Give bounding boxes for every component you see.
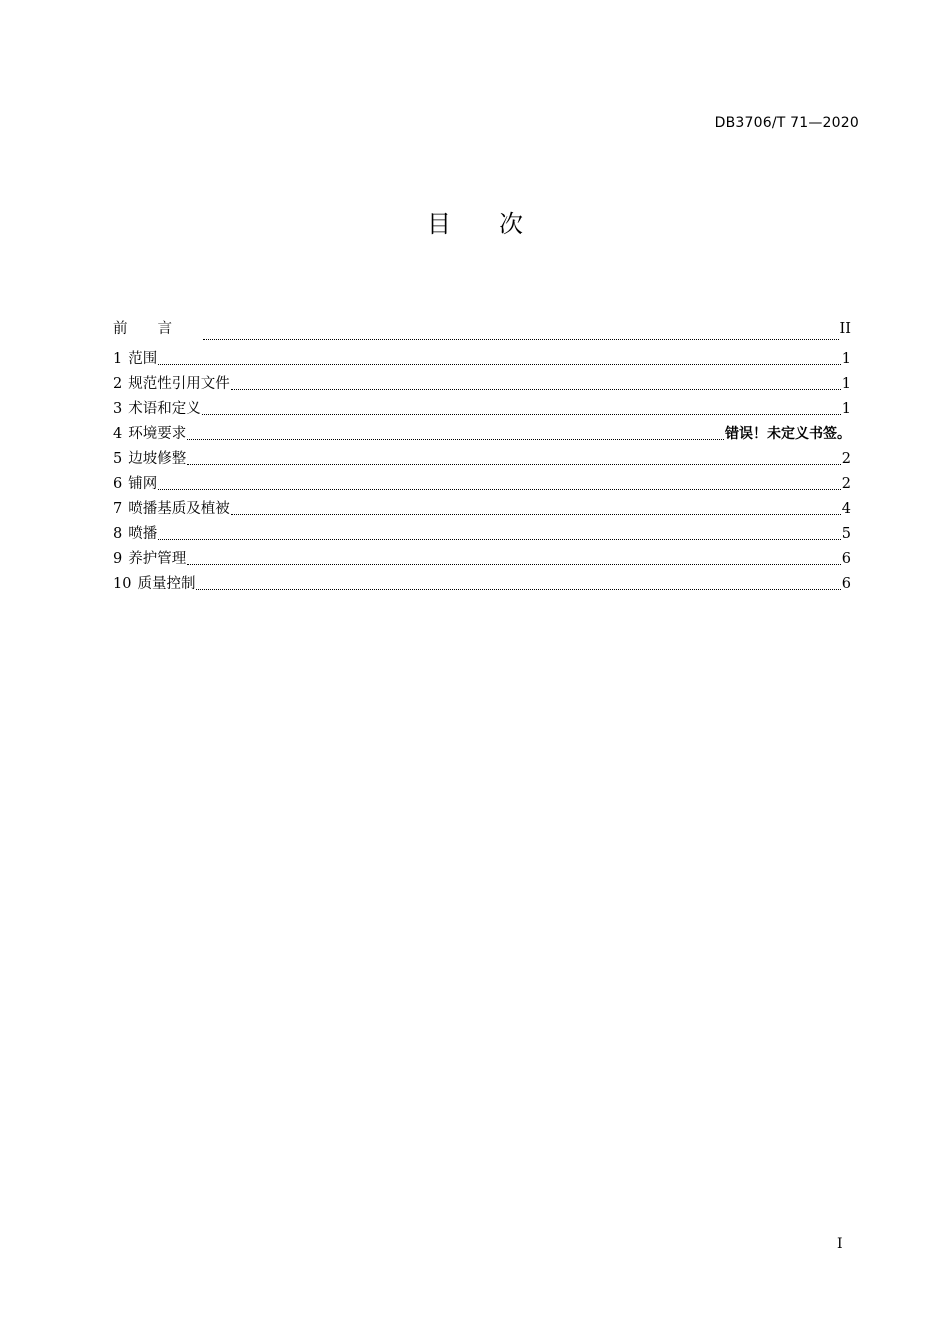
toc-entry-page: 6 xyxy=(841,576,851,592)
table-of-contents xyxy=(113,317,851,597)
toc-entry-label: 边坡修整 xyxy=(128,451,187,467)
toc-leader-dots xyxy=(231,389,841,390)
toc-entry-page: 1 xyxy=(841,351,851,367)
page-title xyxy=(0,206,950,242)
toc-entry-number: 2 xyxy=(113,376,123,392)
page-number: I xyxy=(837,1236,843,1252)
toc-bookmark-error: 错误！未定义书签。 xyxy=(725,426,851,442)
toc-entry-label: 范围 xyxy=(128,351,158,367)
toc-leader-dots xyxy=(187,564,841,565)
toc-leader-dots xyxy=(231,514,841,515)
title-char-1: 目 xyxy=(427,210,451,238)
toc-entry-number: 5 xyxy=(113,451,123,467)
toc-leader-dots xyxy=(158,364,841,365)
toc-entry-label: 前言 xyxy=(113,321,202,337)
toc-entry-number: 7 xyxy=(113,501,123,517)
toc-entry-number: 6 xyxy=(113,476,123,492)
toc-entry-page: II xyxy=(839,321,851,337)
toc-entry-normative-references[interactable] xyxy=(113,372,851,397)
toc-leader-dots xyxy=(187,439,724,440)
toc-entry-number: 4 xyxy=(113,426,123,442)
toc-entry-net-laying[interactable] xyxy=(113,472,851,497)
toc-entry-maintenance-management[interactable] xyxy=(113,547,851,572)
toc-entry-page: 1 xyxy=(841,376,851,392)
toc-entry-label: 喷播基质及植被 xyxy=(128,501,230,517)
toc-entry-scope[interactable] xyxy=(113,347,851,372)
toc-leader-dots xyxy=(202,414,841,415)
toc-entry-page: 5 xyxy=(841,526,851,542)
toc-entry-number: 1 xyxy=(113,351,123,367)
toc-leader-dots xyxy=(158,539,841,540)
toc-leader-dots xyxy=(203,339,839,340)
toc-entry-number: 10 xyxy=(113,576,132,592)
toc-entry-spray-substrate-vegetation[interactable] xyxy=(113,497,851,522)
toc-entry-label: 质量控制 xyxy=(137,576,196,592)
toc-entry-number: 8 xyxy=(113,526,123,542)
toc-entry-page: 1 xyxy=(841,401,851,417)
toc-entry-terms-definitions[interactable] xyxy=(113,397,851,422)
toc-entry-number: 9 xyxy=(113,551,123,567)
toc-leader-dots xyxy=(196,589,840,590)
toc-entry-label: 规范性引用文件 xyxy=(128,376,230,392)
title-char-2: 次 xyxy=(499,210,523,238)
document-code: DB3706/T 71—2020 xyxy=(714,115,859,131)
toc-entry-foreword[interactable] xyxy=(113,317,851,347)
toc-entry-environment-requirements[interactable] xyxy=(113,422,851,447)
toc-entry-label: 铺网 xyxy=(128,476,158,492)
toc-entry-spraying[interactable] xyxy=(113,522,851,547)
toc-entry-quality-control[interactable] xyxy=(113,572,851,597)
toc-entry-label: 环境要求 xyxy=(128,426,187,442)
toc-entry-label: 养护管理 xyxy=(128,551,187,567)
toc-leader-dots xyxy=(187,464,841,465)
toc-entry-slope-trimming[interactable] xyxy=(113,447,851,472)
toc-entry-page: 6 xyxy=(841,551,851,567)
toc-entry-page: 2 xyxy=(841,476,851,492)
toc-leader-dots xyxy=(158,489,841,490)
toc-entry-page: 4 xyxy=(841,501,851,517)
toc-entry-label: 术语和定义 xyxy=(128,401,201,417)
toc-entry-number: 3 xyxy=(113,401,123,417)
toc-entry-label: 喷播 xyxy=(128,526,158,542)
toc-entry-page: 2 xyxy=(841,451,851,467)
